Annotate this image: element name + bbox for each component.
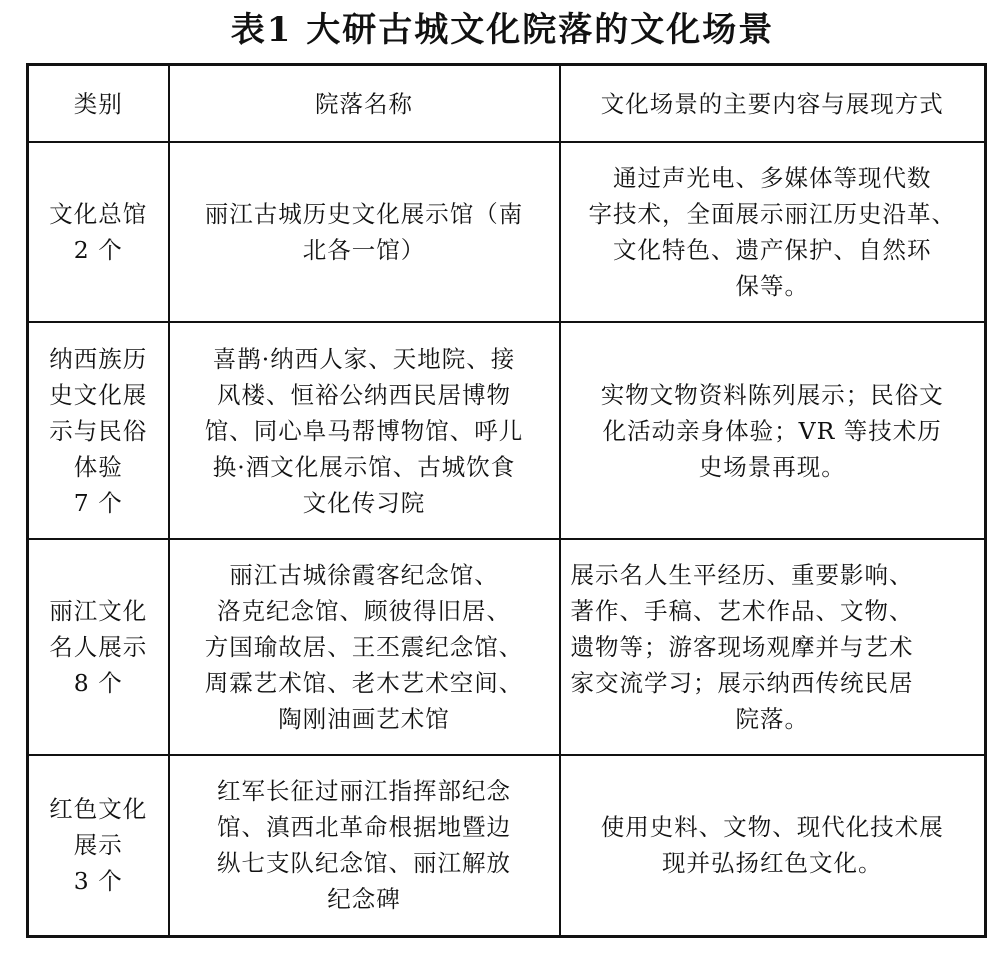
header-category: 类别 [28, 65, 169, 143]
content-cell: 使用史料、文物、现代化技术展 现并弘扬红色文化。 [560, 755, 986, 937]
category-cell: 红色文化 展示 3 个 [28, 755, 169, 937]
content-cell: 实物文物资料陈列展示；民俗文 化活动亲身体验；VR 等技术历 史场景再现。 [560, 322, 986, 538]
header-courtyard-name: 院落名称 [169, 65, 560, 143]
table-row [28, 142, 986, 322]
category-cell: 文化总馆 2 个 [28, 142, 169, 322]
header-content: 文化场景的主要内容与展现方式 [560, 65, 986, 143]
table-title: 表1 大研古城文化院落的文化场景 [230, 10, 775, 50]
content-cell: 通过声光电、多媒体等现代数 字技术，全面展示丽江历史沿革、 文化特色、遗产保护、自然环 保等。 [560, 142, 986, 322]
culture-scene-table [26, 63, 987, 938]
courtyard-names-cell: 喜鹊·纳西人家、天地院、接 风楼、恒裕公纳西民居博物 馆、同心阜马帮博物馆、呼儿 换·酒文化展示馆、古城饮食 文化传习院 [169, 322, 560, 538]
courtyard-names-cell: 红军长征过丽江指挥部纪念 馆、滇西北革命根据地暨边 纵七支队纪念馆、丽江解放 纪念碑 [169, 755, 560, 937]
courtyard-names-cell: 丽江古城徐霞客纪念馆、 洛克纪念馆、顾彼得旧居、 方国瑜故居、王丕震纪念馆、 周霖艺术馆、老木艺术空间、 陶刚油画艺术馆 [169, 539, 560, 755]
courtyard-names-cell: 丽江古城历史文化展示馆（南 北各一馆） [169, 142, 560, 322]
table-row [28, 322, 986, 538]
category-cell: 纳西族历 史文化展 示与民俗 体验 7 个 [28, 322, 169, 538]
category-cell: 丽江文化 名人展示 8 个 [28, 539, 169, 755]
content-cell: 展示名人生平经历、重要影响、 著作、手稿、艺术作品、文物、 遗物等；游客现场观摩并与艺术 家交流学习；展示纳西传统民居 院落。 [560, 539, 986, 755]
table-header-row [28, 65, 986, 143]
table-row [28, 539, 986, 755]
table-row [28, 755, 986, 937]
